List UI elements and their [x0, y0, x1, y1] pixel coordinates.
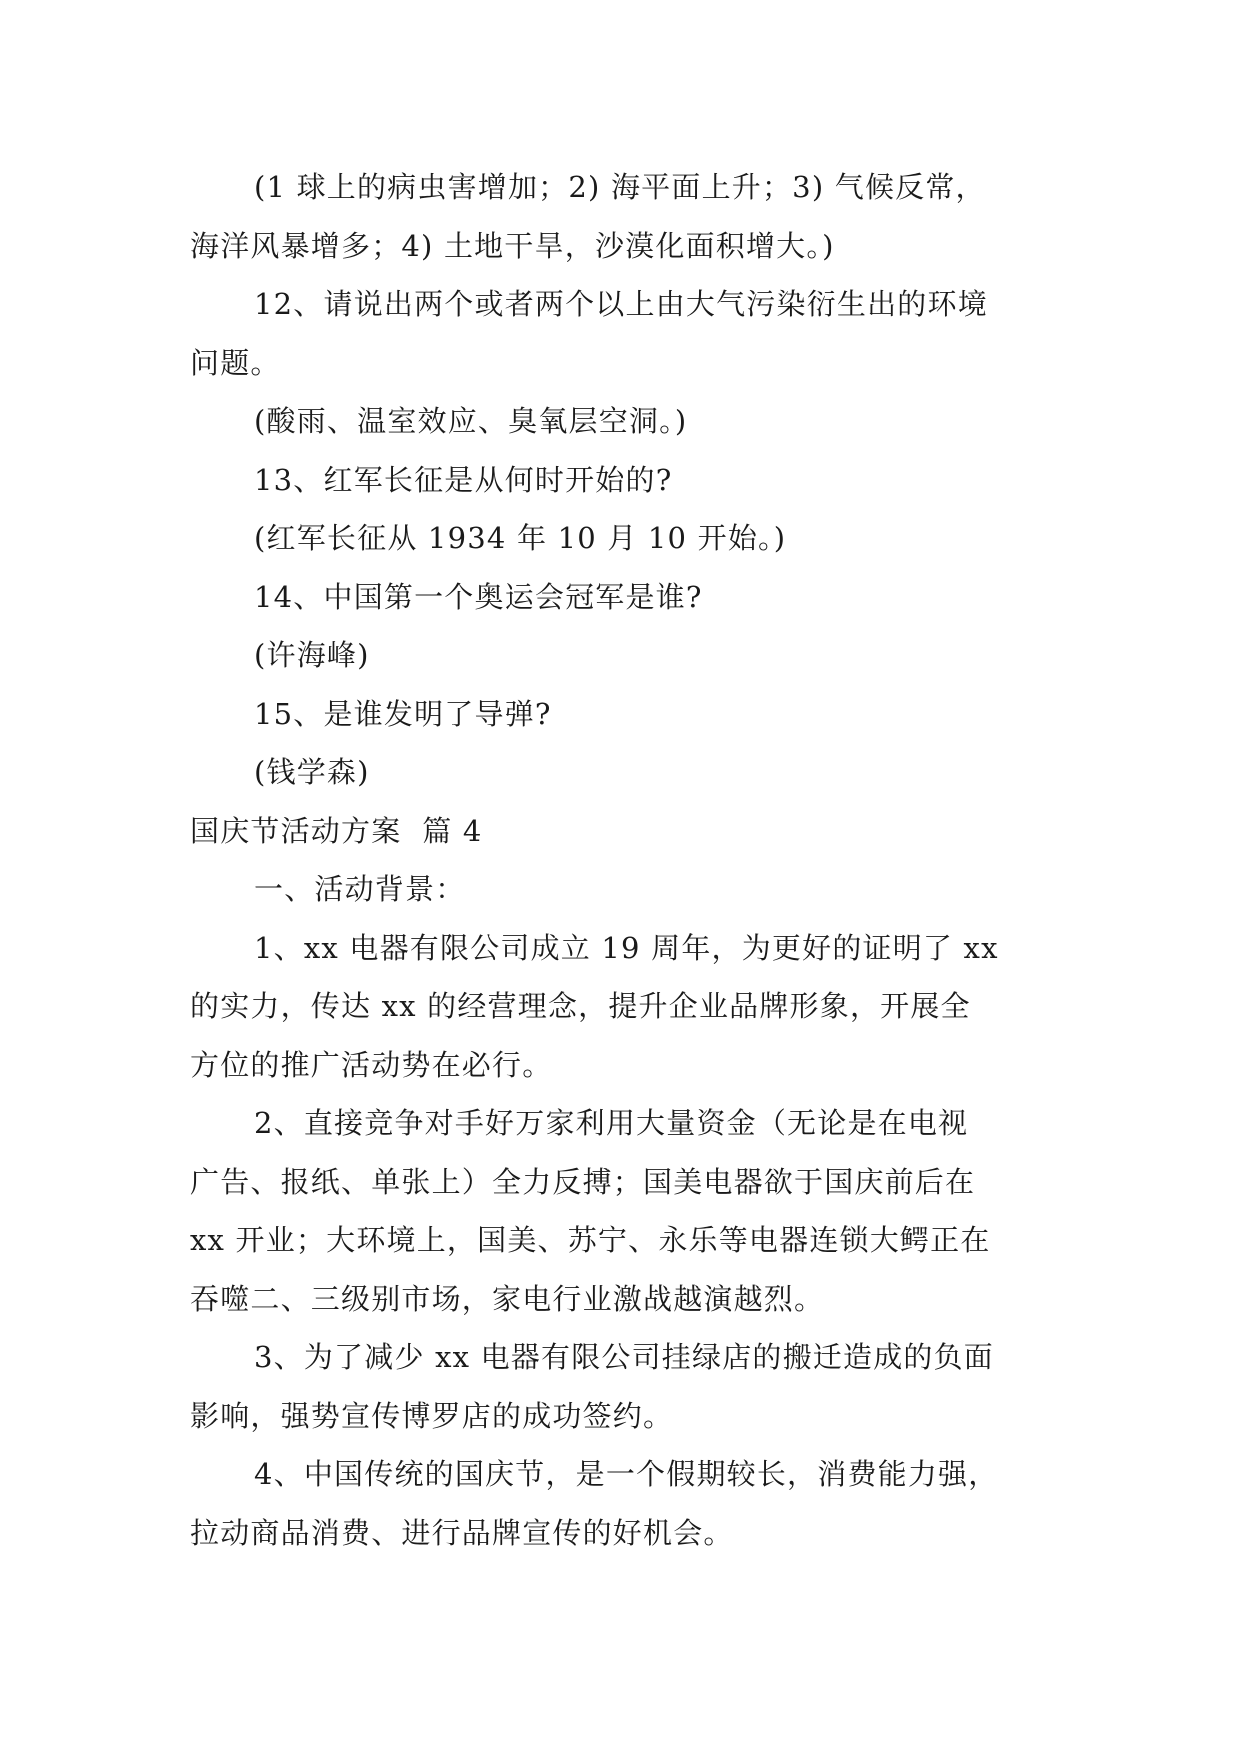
text-line: xx 开业；大环境上，国美、苏宁、永乐等电器连锁大鳄正在 [190, 1223, 991, 1257]
text-line: 2、直接竞争对手好万家利用大量资金（无论是在电视 [254, 1106, 969, 1140]
text-line: 的实力，传达 xx 的经营理念，提升企业品牌形象，开展全 [190, 989, 971, 1023]
text-line: 15、是谁发明了导弹? [254, 696, 552, 731]
text-line: 一、活动背景： [254, 872, 466, 906]
text-line: 广告、报纸、单张上）全力反搏；国美电器欲于国庆前后在 [190, 1164, 976, 1199]
text-line: 拉动商品消费、进行品牌宣传的好机会。 [190, 1515, 734, 1550]
text-line: (酸雨、温室效应、臭氧层空洞。) [254, 404, 688, 438]
text-line: 3、为了减少 xx 电器有限公司挂绿店的搬迁造成的负面 [254, 1340, 994, 1374]
text-line: 吞噬二、三级别市场，家电行业激战越演越烈。 [190, 1281, 825, 1316]
text-line: 方位的推广活动势在必行。 [190, 1047, 553, 1082]
document-body [190, 158, 1050, 1562]
text-line: 14、中国第一个奥运会冠军是谁? [254, 579, 703, 614]
text-line: 4、中国传统的国庆节，是一个假期较长，消费能力强， [254, 1457, 999, 1491]
text-line: 海洋风暴增多；4) 土地干旱，沙漠化面积增大。) [190, 228, 835, 263]
text-line: 影响，强势宣传博罗店的成功签约。 [190, 1398, 674, 1433]
text-line: 13、红军长征是从何时开始的? [254, 462, 673, 497]
text-line: 1、xx 电器有限公司成立 19 周年，为更好的证明了 xx [254, 930, 999, 965]
text-line: (许海峰) [254, 638, 370, 672]
text-line: (钱学森) [254, 755, 370, 789]
text-line: 问题。 [190, 345, 281, 380]
text-line: (红军长征从 1934 年 10 月 10 开始。) [254, 521, 787, 555]
text-line: 国庆节活动方案 篇 4 [190, 813, 483, 848]
text-line: (1 球上的病虫害增加；2) 海平面上升；3) 气候反常， [254, 170, 986, 204]
text-line: 12、请说出两个或者两个以上由大气污染衍生出的环境 [254, 287, 988, 321]
